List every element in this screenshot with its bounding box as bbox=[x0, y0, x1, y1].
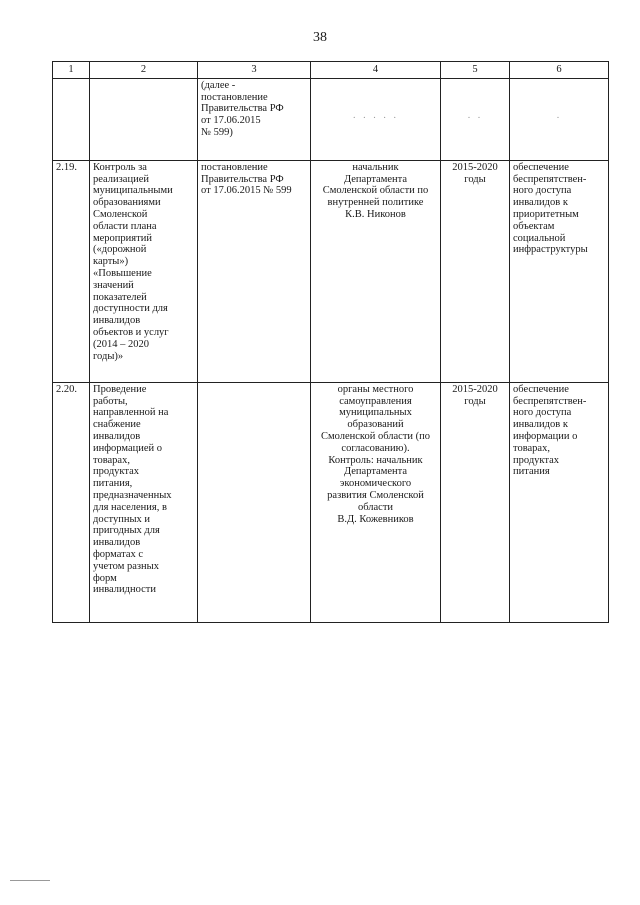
column-header-6: 6 bbox=[510, 62, 609, 79]
basis-cell: постановление Правительства РФ от 17.06.2015 № 599 bbox=[198, 160, 311, 382]
column-header-2: 2 bbox=[90, 62, 198, 79]
period-cell: 2015-2020 годы bbox=[441, 160, 510, 382]
result-cell: обеспечение беспрепятствен- ного доступа инвалидов к информации о товарах, продуктах питания bbox=[510, 382, 609, 622]
table-row bbox=[53, 382, 609, 622]
period-cell: 2015-2020 годы bbox=[441, 382, 510, 622]
column-header-1: 1 bbox=[53, 62, 90, 79]
responsible-cell: начальник Департамента Смоленской области по внутренней политике К.В. Никонов bbox=[311, 160, 441, 382]
column-header-3: 3 bbox=[198, 62, 311, 79]
scan-artifact-line bbox=[10, 880, 50, 881]
column-header-5: 5 bbox=[441, 62, 510, 79]
row-number: 2.20. bbox=[53, 382, 90, 622]
responsible-cell: органы местного самоуправления муниципальных образований Смоленской области (по согласованию). Контроль: начальник Департамента экономического развития Смоленской области В.Д. Кожевников bbox=[311, 382, 441, 622]
measures-table bbox=[52, 61, 609, 623]
period-cell: · · bbox=[441, 78, 510, 160]
table-row bbox=[53, 78, 609, 160]
column-header-4: 4 bbox=[311, 62, 441, 79]
result-cell: · bbox=[510, 78, 609, 160]
row-number bbox=[53, 78, 90, 160]
responsible-cell: · · · · · bbox=[311, 78, 441, 160]
event-cell: Проведение работы, направленной на снабжение инвалидов информацией о товарах, продуктах питания, предназначенных для населения, в доступных и пригодных для инвалидов форматах с учетом разных форм инвалидности bbox=[90, 382, 198, 622]
event-cell: Контроль за реализацией муниципальными образованиями Смоленской области плана мероприятий («дорожной карты») «Повышение значений показателей доступности для инвалидов объектов и услуг (2014 – 2020 годы)» bbox=[90, 160, 198, 382]
row-number: 2.19. bbox=[53, 160, 90, 382]
result-cell: обеспечение беспрепятствен- ного доступа инвалидов к приоритетным объектам социальной инфраструктуры bbox=[510, 160, 609, 382]
table-row bbox=[53, 160, 609, 382]
page-number: 38 bbox=[313, 30, 327, 45]
basis-cell: (далее - постановление Правительства РФ от 17.06.2015 № 599) bbox=[198, 78, 311, 160]
table-header-row bbox=[53, 62, 609, 79]
event-cell bbox=[90, 78, 198, 160]
basis-cell bbox=[198, 382, 311, 622]
